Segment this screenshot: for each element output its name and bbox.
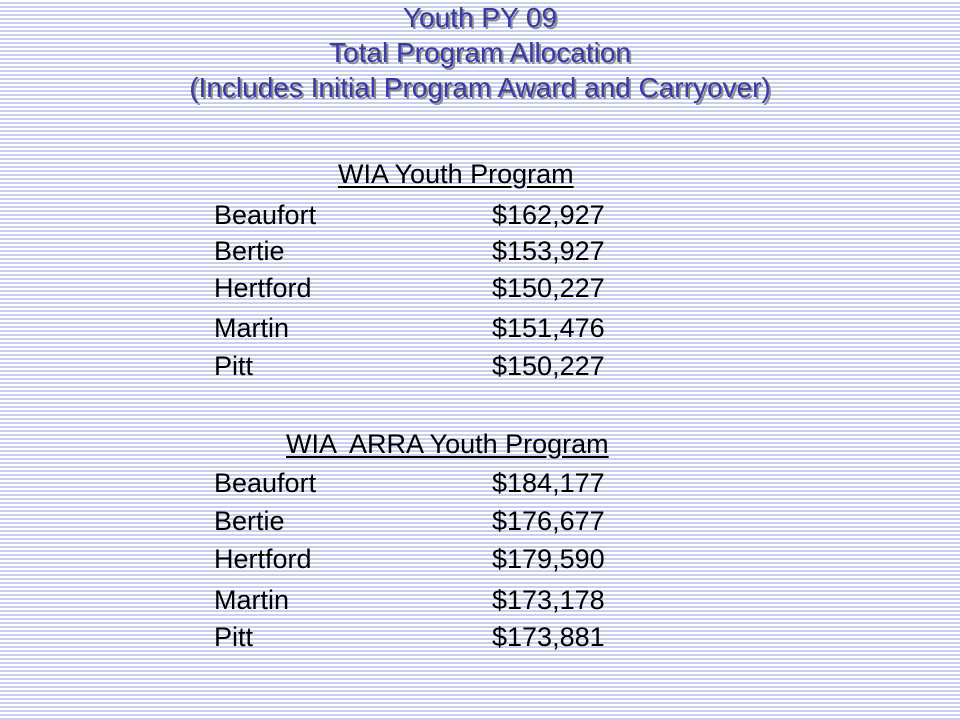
allocation-amount: $173,178 bbox=[492, 585, 605, 615]
county-name: Hertford bbox=[214, 273, 312, 303]
allocation-amount: $179,590 bbox=[492, 544, 605, 574]
section-heading-wia-arra-youth: WIA ARRA Youth Program bbox=[286, 429, 609, 459]
county-name: Beaufort bbox=[214, 468, 317, 498]
county-name: Bertie bbox=[214, 506, 285, 536]
county-name: Martin bbox=[214, 585, 290, 615]
allocation-amount: $151,476 bbox=[492, 313, 605, 343]
allocation-amount: $150,227 bbox=[492, 273, 605, 303]
county-name: Hertford bbox=[214, 544, 312, 574]
allocation-amount: $150,227 bbox=[492, 351, 605, 381]
title-line-1: Youth PY 09 bbox=[402, 2, 558, 33]
title-line-3: (Includes Initial Program Award and Carryover) bbox=[189, 72, 771, 103]
county-name: Bertie bbox=[214, 236, 285, 266]
title-line-2: Total Program Allocation bbox=[329, 37, 631, 68]
county-name: Pitt bbox=[214, 351, 254, 381]
allocation-amount: $153,927 bbox=[492, 236, 605, 266]
allocation-amount: $162,927 bbox=[492, 200, 605, 230]
county-name: Beaufort bbox=[214, 200, 317, 230]
section-heading-wia-youth: WIA Youth Program bbox=[338, 159, 574, 189]
allocation-amount: $176,677 bbox=[492, 506, 605, 536]
slide-title bbox=[0, 0, 960, 105]
county-name: Pitt bbox=[214, 622, 254, 652]
allocation-amount: $173,881 bbox=[492, 622, 605, 652]
allocation-amount: $184,177 bbox=[492, 468, 605, 498]
county-name: Martin bbox=[214, 313, 290, 343]
